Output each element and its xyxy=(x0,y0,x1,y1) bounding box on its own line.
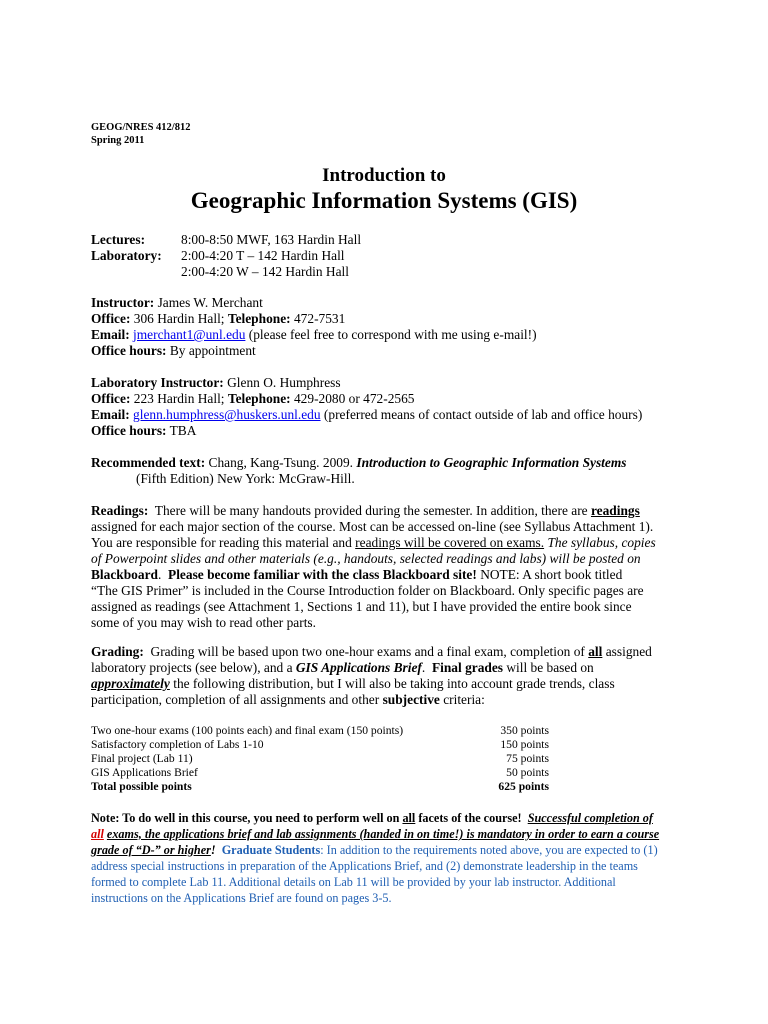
instructor-email-link[interactable]: jmerchant1@unl.edu xyxy=(133,327,246,342)
lab-instructor-line xyxy=(91,375,341,391)
lab-office: 223 Hardin Hall; xyxy=(133,391,225,406)
lab-instructor-label: Laboratory Instructor: xyxy=(91,375,224,390)
lab-hours-label: Office hours: xyxy=(91,423,167,438)
note-line-5: formed to complete Lab 11. Additional details on Lab 11 will be provided by your lab instructor. Additional xyxy=(91,875,616,889)
grading-text: criteria: xyxy=(443,692,485,707)
lab-telephone: 429-2080 or 472-2565 xyxy=(293,391,415,406)
grading-subjective: subjective xyxy=(382,692,440,707)
grading-line-4 xyxy=(91,692,691,708)
grading-line-2 xyxy=(91,660,691,676)
grading-all: all xyxy=(588,644,603,659)
note-line-6: instructions on the Applications Brief are found on pages 3-5. xyxy=(91,891,392,905)
instructor-office: 306 Hardin Hall; xyxy=(133,311,225,326)
grading-text: laboratory projects (see below), and a xyxy=(91,660,293,675)
readings-line-7: assigned as readings (see Attachment 1, Sections 1 and 11), but I have provided the entire book since xyxy=(91,599,632,614)
readings-line-1 xyxy=(91,503,691,519)
grading-label: Grading: xyxy=(91,644,144,659)
readings-emphasis: readings xyxy=(590,503,640,518)
instructor-line xyxy=(91,295,263,311)
lab-email-link[interactable]: glenn.humphress@huskers.unl.edu xyxy=(133,407,321,422)
note-grade: grade of “D-” or higher xyxy=(91,843,211,857)
readings-line-3 xyxy=(91,535,691,551)
note-text: Note: To do well in this course, you need to perform well on xyxy=(91,811,400,825)
laboratory-value-1: 2:00-4:20 T – 142 Hardin Hall xyxy=(181,248,345,263)
readings-label: Readings: xyxy=(91,503,149,518)
lectures-label: Lectures: xyxy=(91,232,146,247)
instructor-label: Instructor: xyxy=(91,295,155,310)
course-term: Spring 2011 xyxy=(91,135,145,146)
grading-line-1 xyxy=(91,644,691,660)
page-title: Geographic Information Systems (GIS) xyxy=(190,188,578,213)
laboratory-label: Laboratory: xyxy=(91,248,162,263)
instructor-name: James W. Merchant xyxy=(157,295,263,310)
graduate-note: : In addition to the requirements noted above, you are expected to (1) xyxy=(320,843,658,857)
office-hours-label: Office hours: xyxy=(91,343,167,358)
table-row-item: Two one-hour exams (100 points each) and final exam (150 points) xyxy=(91,724,404,737)
table-total-item: Total possible points xyxy=(91,780,192,793)
lab-email-label: Email: xyxy=(91,407,130,422)
note-punct: ! xyxy=(210,843,216,857)
table-row-points: 50 points xyxy=(506,766,549,779)
readings-exam-note: readings will be covered on exams. xyxy=(355,535,545,550)
office-label: Office: xyxy=(91,311,131,326)
grading-text: participation, completion of all assignments and other xyxy=(91,692,380,707)
gis-applications-brief: GIS Applications Brief xyxy=(295,660,422,675)
recommended-book-title: Introduction to Geographic Information Systems xyxy=(356,455,627,470)
lab-hours-line xyxy=(91,423,196,439)
recommended-text-line xyxy=(91,455,626,471)
email-label: Email: xyxy=(91,327,130,342)
note-mandatory: exams, the applications brief and lab assignments (handed in on time!) is mandatory in order to earn a course xyxy=(106,827,660,841)
grading-text: Grading will be based upon two one-hour exams and a final exam, completion of xyxy=(150,644,585,659)
readings-line-8: some of you may wish to read other parts. xyxy=(91,615,316,630)
recommended-edition: (Fifth Edition) New York: McGraw-Hill. xyxy=(136,471,355,486)
grading-text: the following distribution, but I will also be taking into account grade trends, class xyxy=(173,676,615,691)
instructor-telephone: 472-7531 xyxy=(293,311,346,326)
readings-punct: . xyxy=(157,567,162,582)
final-grades: Final grades xyxy=(431,660,503,675)
grading-line-3 xyxy=(91,676,691,692)
recommended-text-label: Recommended text: xyxy=(91,455,206,470)
readings-line-5 xyxy=(91,567,691,583)
title-line-1: Introduction to xyxy=(322,165,446,186)
table-row-item: Satisfactory completion of Labs 1-10 xyxy=(91,738,264,751)
table-row-points: 75 points xyxy=(506,752,549,765)
lectures-value: 8:00-8:50 MWF, 163 Hardin Hall xyxy=(181,232,362,247)
table-row-points: 350 points xyxy=(500,724,549,737)
grading-approximately: approximately xyxy=(91,676,170,691)
table-row-item: Final project (Lab 11) xyxy=(91,752,193,765)
table-total-points: 625 points xyxy=(498,780,549,793)
grading-text: assigned xyxy=(605,644,652,659)
note-line-3 xyxy=(91,843,658,859)
readings-line-6: “The GIS Primer” is included in the Course Introduction folder on Blackboard. Only specific pages are xyxy=(91,583,644,598)
instructor-office-line xyxy=(91,311,345,327)
grading-text: will be based on xyxy=(506,660,594,675)
note-line-2 xyxy=(91,827,659,843)
table-row-points: 150 points xyxy=(500,738,549,751)
lab-office-label: Office: xyxy=(91,391,131,406)
graduate-students-label: Graduate Students xyxy=(221,843,321,857)
readings-line-4: of Powerpoint slides and other materials (e.g., handouts, selected readings and labs) will be posted on xyxy=(91,551,641,566)
readings-syllabus-note: The syllabus, copies xyxy=(547,535,656,550)
recommended-author: Chang, Kang-Tsung. 2009. xyxy=(208,455,354,470)
readings-text: There will be many handouts provided during the semester. In addition, there are xyxy=(154,503,588,518)
lab-email-note: (preferred means of contact outside of lab and office hours) xyxy=(323,407,643,422)
note-text: facets of the course! xyxy=(418,811,522,825)
readings-text: NOTE: A short book titled xyxy=(480,567,623,582)
readings-text: You are responsible for reading this material and xyxy=(91,535,352,550)
note-line-4: address special instructions in preparation of the Applications Brief, and (2) demonstrate leadership in the teams xyxy=(91,859,638,873)
grading-punct: . xyxy=(421,660,426,675)
table-row-item: GIS Applications Brief xyxy=(91,766,198,779)
laboratory-value-2: 2:00-4:20 W – 142 Hardin Hall xyxy=(181,264,349,279)
note-all-red: all xyxy=(91,827,104,841)
telephone-label: Telephone: xyxy=(227,311,291,326)
lab-office-line xyxy=(91,391,415,407)
blackboard-word: Blackboard xyxy=(91,567,158,582)
course-code: GEOG/NRES 412/812 xyxy=(91,122,191,133)
lab-email-line xyxy=(91,407,642,423)
instructor-hours-line xyxy=(91,343,256,359)
lab-hours: TBA xyxy=(169,423,197,438)
note-successful: Successful completion of xyxy=(527,811,653,825)
lab-telephone-label: Telephone: xyxy=(227,391,291,406)
note-all: all xyxy=(402,811,416,825)
readings-line-2: assigned for each major section of the course. Most can be accessed on-line (see Syllabus Attachment 1). xyxy=(91,519,654,534)
lab-instructor-name: Glenn O. Humphress xyxy=(227,375,341,390)
instructor-email-note: (please feel free to correspond with me using e-mail!) xyxy=(248,327,537,342)
instructor-hours: By appointment xyxy=(169,343,256,358)
blackboard-notice: Please become familiar with the class Blackboard site! xyxy=(168,567,477,582)
note-line-1 xyxy=(91,811,653,827)
instructor-email-line xyxy=(91,327,537,343)
